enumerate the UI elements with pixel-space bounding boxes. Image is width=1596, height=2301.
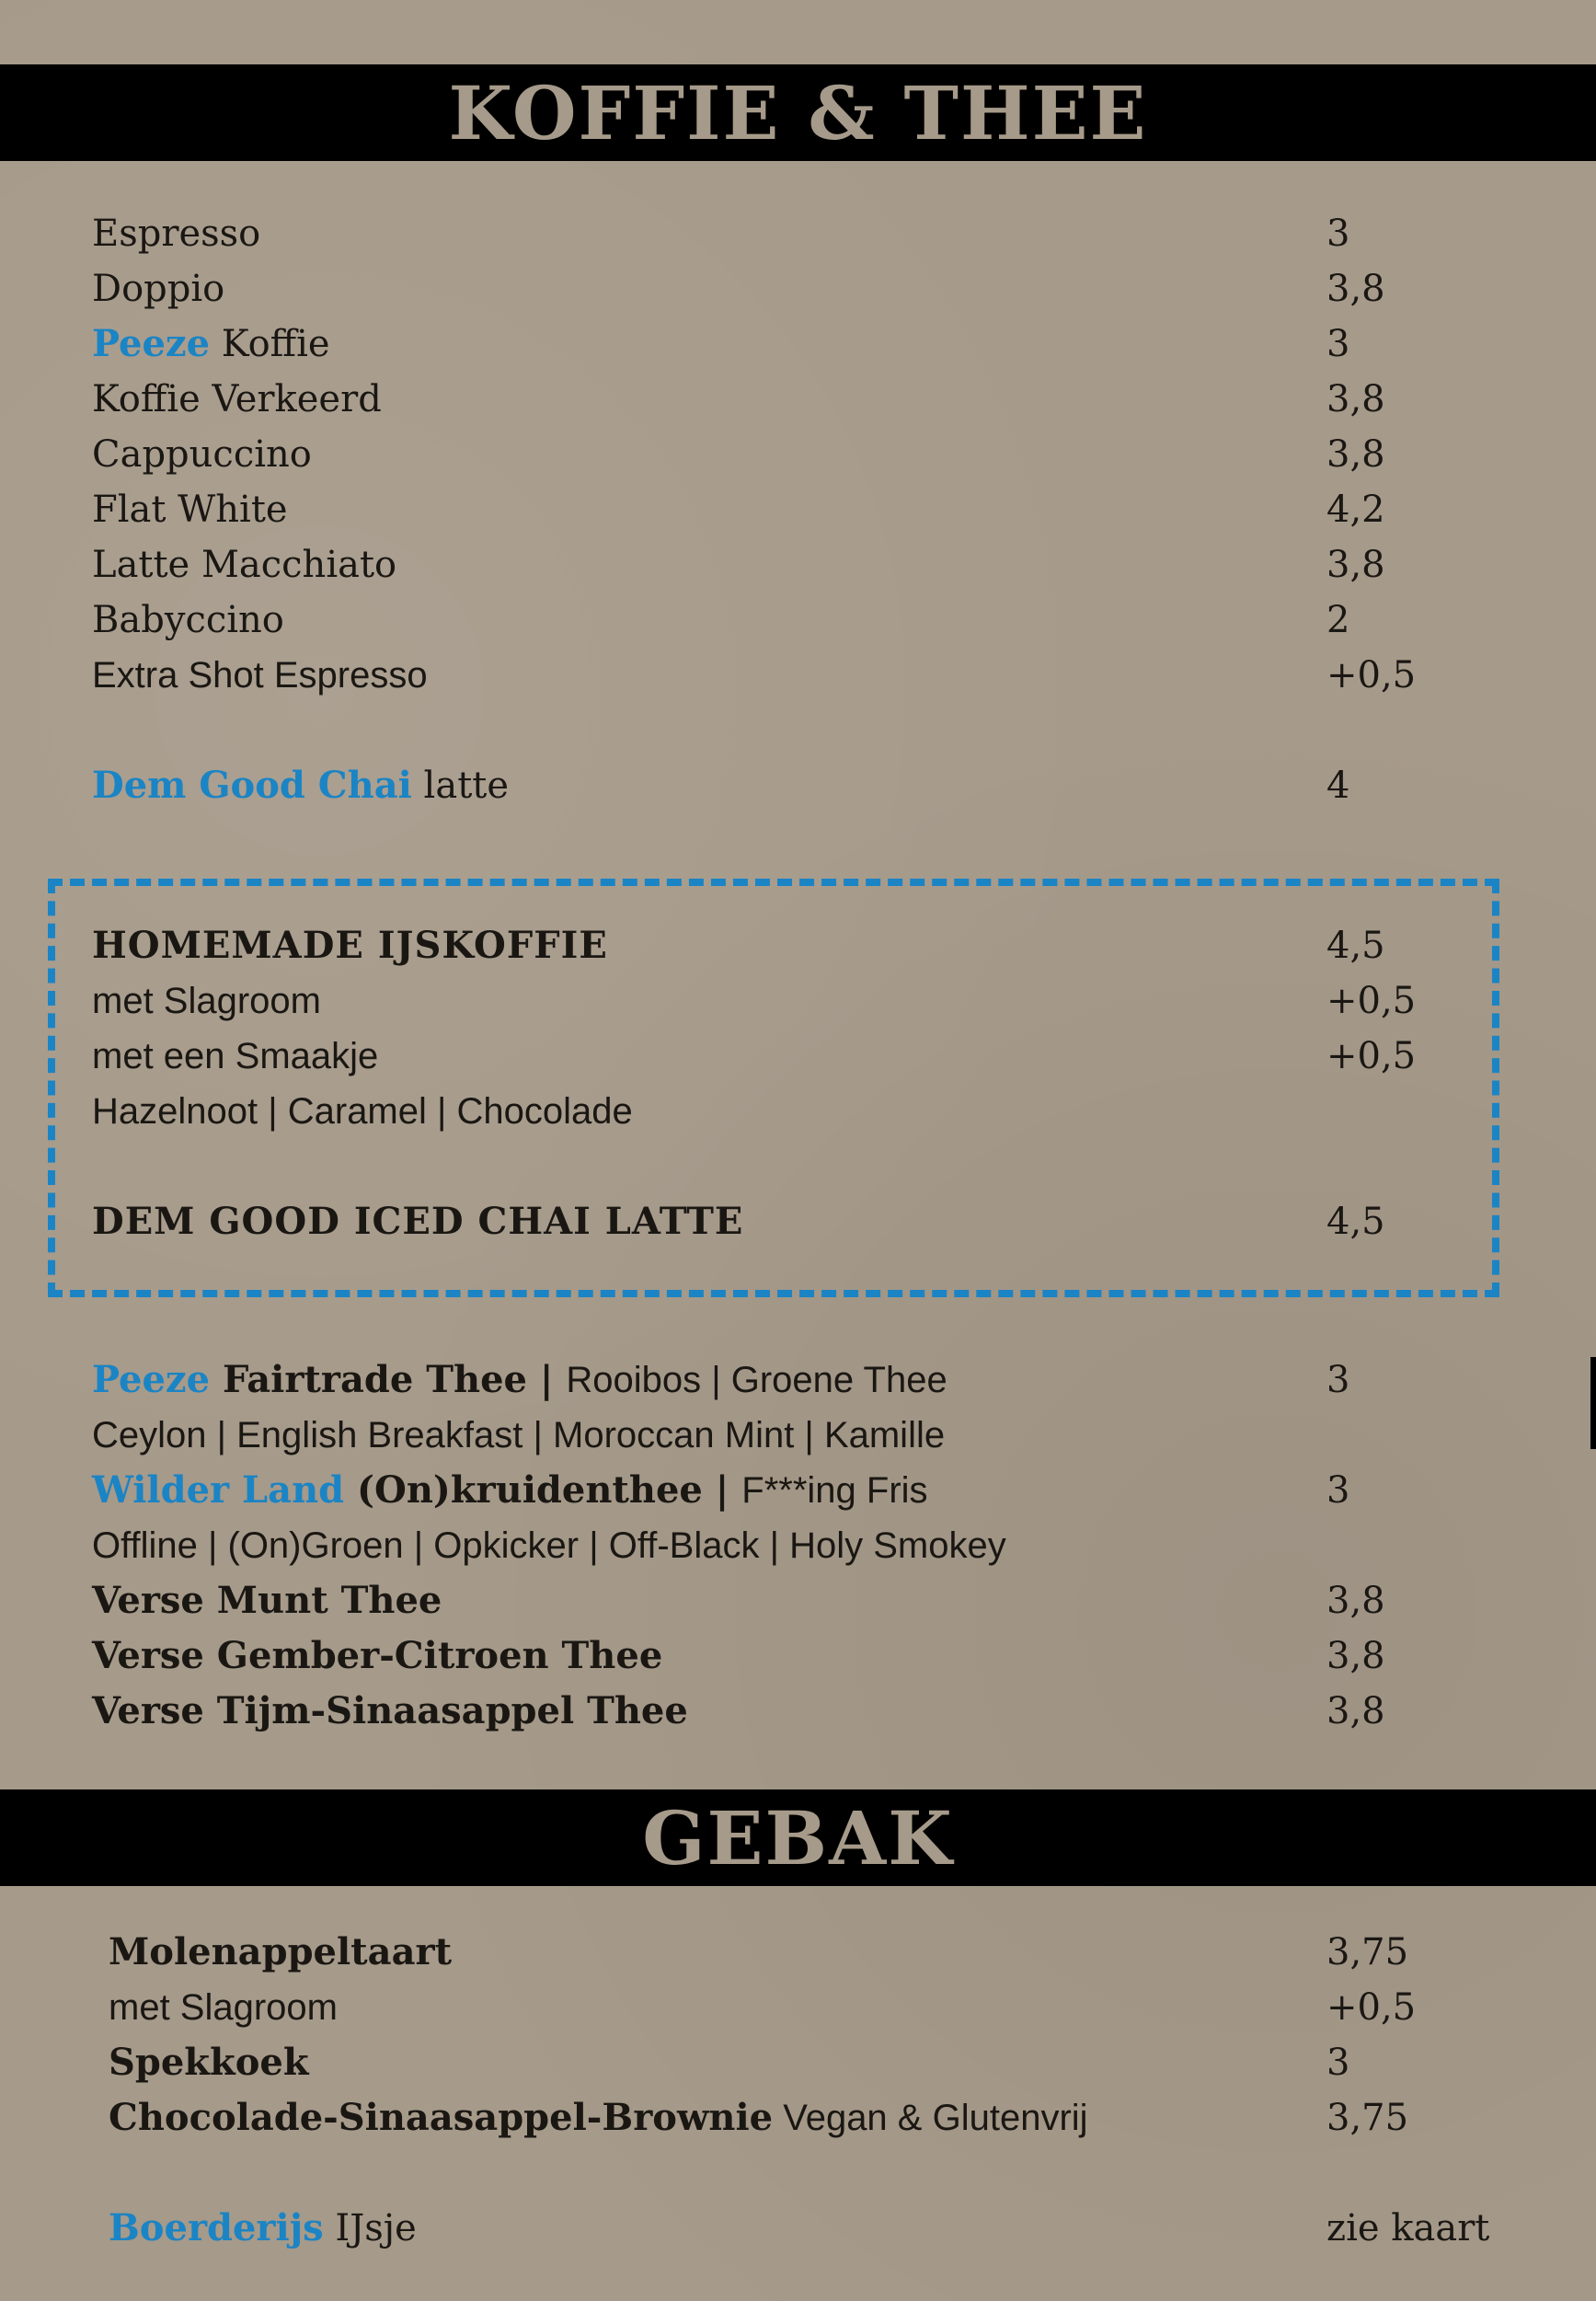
menu-item-peeze-tea: Peeze Fairtrade Thee | Rooibos | Groene Thee [92,1358,947,1401]
menu-item-chai: Dem Good Chai latte [92,764,510,807]
menu-price: 4,5 [1326,1201,1385,1243]
brand-name: Peeze [92,1358,211,1401]
menu-price: 4,5 [1326,925,1385,967]
menu-item: Koffie Verkeerd [92,378,382,420]
menu-price: 3 [1326,323,1350,365]
flavour-options: Hazelnoot | Caramel | Chocolade [92,1091,633,1132]
menu-price: 3 [1326,213,1350,255]
menu-price: +0,5 [1326,1035,1417,1077]
menu-price: 3,8 [1326,1690,1385,1732]
menu-price: 3,8 [1326,1635,1385,1677]
menu-item: Verse Gember-Citroen Thee [92,1634,663,1677]
menu-item: Verse Munt Thee [92,1579,442,1622]
tea-options: Offline | (On)Groen | Opkicker | Off-Black | Holy Smokey [92,1525,1006,1566]
menu-price: 2 [1326,599,1350,641]
brand-name: Wilder Land [92,1468,345,1512]
menu-item-wilder-tea: Wilder Land (On)kruidenthee | F***ing Fris [92,1468,928,1512]
section-title-pastry: GEBAK [642,1794,954,1881]
menu-item-ijsje: Boerderijs IJsje [109,2206,417,2249]
menu-item: Peeze Koffie [92,322,330,365]
section-banner-coffee [0,64,1596,161]
menu-price: 3 [1326,2042,1350,2084]
menu-item-ijskoffie: HOMEMADE IJSKOFFIE [92,924,608,967]
menu-price: 3 [1326,1469,1350,1512]
menu-price: 3,8 [1326,433,1385,476]
menu-price: 3 [1326,1359,1350,1401]
menu-item: Spekkoek [109,2041,309,2084]
menu-price: zie kaart [1326,2207,1490,2249]
menu-item: Verse Tijm-Sinaasappel Thee [92,1689,688,1732]
menu-item: Babyccino [92,599,284,641]
menu-price: 3,8 [1326,268,1385,310]
tea-options: Ceylon | English Breakfast | Moroccan Mint | Kamille [92,1415,946,1455]
section-title-coffee: KOFFIE & THEE [448,69,1148,156]
menu-extra: met een Smaakje [92,1036,379,1076]
menu-price: 3,75 [1326,2097,1409,2139]
brand-name: Boerderijs [109,2206,324,2249]
menu-price: +0,5 [1326,1986,1417,2029]
menu-price: +0,5 [1326,980,1417,1022]
brand-name: Dem Good Chai [92,764,412,807]
section-banner-pastry [0,1789,1596,1886]
menu-item: Latte Macchiato [92,544,397,586]
menu-price: 3,8 [1326,1580,1385,1622]
menu-item: Cappuccino [92,433,312,476]
menu-item-iced-chai: DEM GOOD ICED CHAI LATTE [92,1200,744,1243]
menu-extra: met Slagroom [92,981,321,1021]
menu-extra: Extra Shot Espresso [92,655,428,696]
menu-price: +0,5 [1326,654,1417,696]
menu-price: 4 [1326,765,1350,807]
menu-price: 3,75 [1326,1931,1409,1973]
menu-item: Flat White [92,489,288,531]
page-edge-mark [1590,1357,1596,1449]
menu-item: Molenappeltaart [109,1930,453,1973]
menu-price: 4,2 [1326,489,1385,531]
menu-item: Chocolade-Sinaasappel-Brownie Vegan & Glutenvrij [109,2096,1088,2139]
menu-extra: met Slagroom [109,1987,338,2028]
menu-price: 3,8 [1326,544,1385,586]
brand-name: Peeze [92,322,211,365]
menu-item: Doppio [92,268,225,310]
menu-item: Espresso [92,213,261,255]
menu-price: 3,8 [1326,378,1385,420]
